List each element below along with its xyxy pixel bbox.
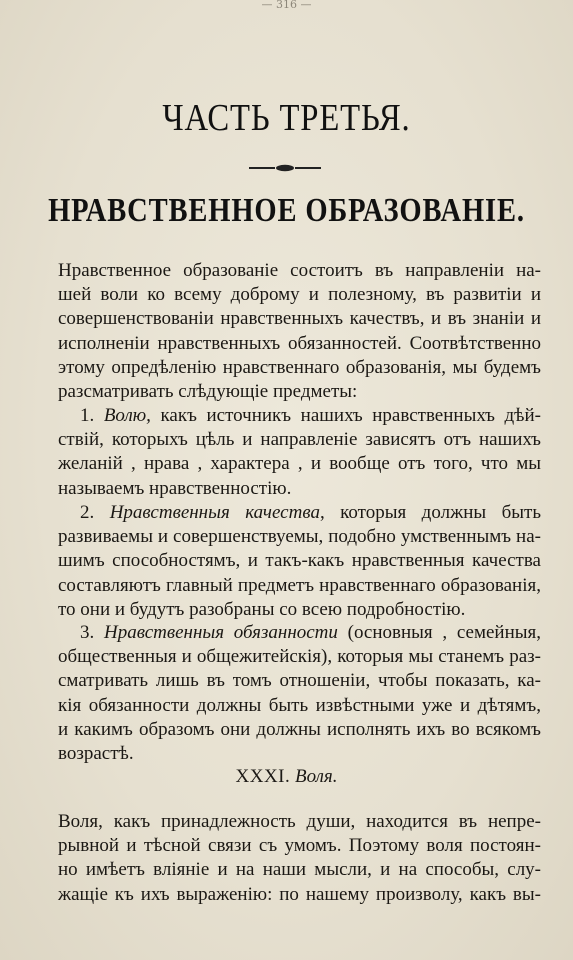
item-1-first-line	[58, 404, 541, 428]
page-number: — 316 —	[261, 0, 312, 9]
text-line: составляютъ главный предметъ нравственнаго образованія,	[58, 574, 541, 596]
part-title: ЧАСТЬ ТРЕТЬЯ.	[162, 97, 411, 139]
item-2-paragraph	[58, 501, 541, 622]
item-3-first-line	[58, 621, 541, 645]
text-line: возрастѣ.	[58, 743, 134, 765]
item-term: Нравственныя качества	[109, 502, 320, 523]
section-title: НРАВСТВЕННОЕ ОБРАЗОВАНІЕ.	[48, 192, 525, 229]
text-line: шей воли ко всему доброму и полезному, въ развитіи и	[58, 284, 541, 306]
text-line: сматривать лишь въ томъ отношеніи, чтобы показать, ка-	[58, 670, 541, 692]
final-paragraph	[58, 810, 541, 907]
item-number: 2.	[80, 502, 95, 523]
chapter-number: XXXI.	[235, 766, 291, 787]
item-2-first-line	[58, 501, 541, 525]
text-line: кія обязанности должны быть извѣстными уже и дѣтямъ,	[58, 694, 541, 716]
text-line: шимъ способностямъ, и такъ-какъ нравственныя качества	[58, 550, 541, 572]
text-line: жащіе къ ихъ выраженію: по нашему произволу, какъ вы-	[58, 883, 541, 905]
item-1-paragraph	[58, 404, 541, 501]
text-line: называемъ нравственностію.	[58, 477, 292, 499]
text-line: но имѣетъ вліяніе и на наши мысли, и на способы, слу-	[58, 859, 541, 881]
text-line: этому опредѣленію нравственнаго образованія, мы будемъ	[58, 356, 541, 378]
text-line: развиваемы и совершенствуемы, подобно умственнымъ на-	[58, 526, 541, 548]
text-line: общественныя и общежитейскія), которыя мы станемъ раз-	[58, 646, 541, 668]
intro-paragraph	[58, 259, 541, 404]
chapter-heading	[0, 766, 573, 788]
text-fragment: , которыя должны быть	[319, 502, 541, 523]
text-line: рывной и тѣсной связи съ умомъ. Поэтому воля постоян-	[58, 835, 541, 857]
item-3-paragraph	[58, 621, 541, 766]
text-line: исполненіи нравственныхъ обязанностей. Соотвѣтственно	[58, 332, 541, 354]
text-line: ствій, которыхъ цѣль и направленіе зависятъ отъ нашихъ	[58, 429, 541, 451]
text-line: разсматривать слѣдующіе предметы:	[58, 381, 358, 403]
item-term: Нравственныя обязанности	[103, 622, 338, 643]
text-fragment: какъ источникъ нашихъ нравственныхъ дѣй-	[150, 405, 541, 426]
item-number: 1.	[80, 405, 95, 426]
text-line: и какимъ образомъ они должны исполнять ихъ во всякомъ	[58, 718, 541, 740]
text-line: желаній , нрава , характера , и вообще отъ того, что мы	[58, 453, 541, 475]
text-line: Нравственное образованіе состоитъ въ направленіи на-	[58, 260, 541, 281]
text-line: то они и будутъ разобраны со всею подробностію.	[58, 598, 466, 620]
chapter-title: Воля.	[295, 766, 338, 787]
item-term: Волю,	[103, 405, 151, 426]
text-line: совершенствованіи нравственныхъ качествъ, и въ знаніи и	[58, 308, 541, 330]
item-number: 3.	[80, 622, 95, 643]
text-line: Воля, какъ принадлежность души, находится въ непре-	[58, 811, 541, 832]
ornament-divider-icon	[245, 163, 325, 173]
text-fragment: (основныя , семейныя,	[337, 622, 542, 643]
